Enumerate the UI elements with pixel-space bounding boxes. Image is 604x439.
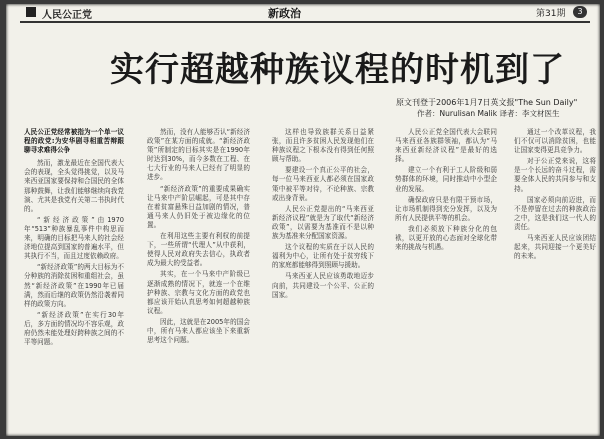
article-column-2	[147, 128, 250, 432]
paragraph: 这样也导致族群关系日益紧张，而且许多贫困人民发现他们在种族议程之下根本没有得到任何照顾与帮助。	[272, 128, 374, 164]
paragraph: 然而，没有人能够否认“新经济政策”在某方面的成就。“新经济政策”所制定的目标其实是在1990年时达到30%，而今多数在工程、在七大行业的马来人已经有了明显的进步。	[147, 128, 250, 182]
paragraph: “新经济政策”的两大目标为不分种族的消除贫困和重组社会，虽然“新经济政策”在1990年已届满，然而后继的政策仍然沿袭着同样的政策方向。	[24, 263, 124, 308]
section-name: 人民公正党	[42, 10, 92, 21]
paragraph: 这个议程的实质在于以人民的福利为中心，让所有处于贫穷线下的家庭都能够得到照顾与援助。	[272, 243, 374, 270]
masthead-divider	[20, 21, 590, 23]
paragraph: 然而，激龙最近在全国代表大会的表现，全头觉得挑觉，以及马来西亚国家要保持和合国民的全体那种鼓舞，让我们能够继续向我党演、尤其是我党有关第二书执时代的。	[24, 159, 124, 213]
newspaper-page	[6, 4, 600, 436]
article-column-1	[24, 128, 124, 432]
paragraph: 对于公正党来说，这将是一个长远的奋斗过程，需要全体人民的共同参与和支持。	[514, 157, 596, 193]
paragraph: 确保政府只是有限干预市场，让市场机制得到充分发挥，以及为所有人民提供平等的机会。	[395, 195, 497, 222]
issue-number: 第31期	[536, 9, 566, 19]
paragraph: 人民公正党全国代表大会联同马来西亚各族群领袖，都认为“马来西亚新经济议程”是最好的选择。	[395, 128, 497, 164]
paragraph: 其实，在一个马来中产阶级已逐渐成熟的情况下，就连一个在维护种族、宗教与文化方面的政党也都应该开始认真思考如何超越种族议程。	[147, 270, 250, 315]
paragraph: 在利用这些主要有利权的前提下，一些所谓“代理人”从中获利，使得人民对政府失去信心，执政者成为最大的受益者。	[147, 232, 250, 268]
paragraph: 马来西亚人民应该勇敢地迈步向前，共同建设一个公平、公正的国家。	[272, 272, 374, 299]
article-column-5	[514, 128, 596, 432]
paragraph: 因此，这就是在2005年的国会中，所有马来人都应该坐下来重新思考这个问题。	[147, 317, 250, 345]
paragraph: 国家必须向前迈进，而不是停留在过去的种族政治之中，这是我们这一代人的责任。	[514, 195, 596, 231]
article-headline: 实行超越种族议程的时机到了	[110, 50, 565, 90]
party-logo-icon	[26, 7, 36, 17]
article-byline: 作者：Nurulisan Malik 译者：李文材医生	[417, 109, 560, 118]
article-lead: 人民公正党经常被指为一个单一议程的政党:为安华剧寻相重苦辩跟聊寻求难得公争	[24, 128, 124, 155]
paragraph: “新经济政策”在实行30年后，多方面的情况均不容乐观，政府仍然未能处理好跨种族之间的不平等问题。	[24, 310, 124, 347]
paragraph: “新经济政策”的重要成果确实让马来中产阶层崛起，可是其中存在着贫富悬殊日益加剧的情况，普通马来人仍旧处于被边缘化的位置。	[147, 184, 250, 229]
page-number: 3	[573, 6, 587, 18]
article-column-4	[395, 128, 497, 432]
paragraph: 人民公正党提出的“马来西亚新经济议程”就是为了取代“新经济政策”，以需要为基准而不是以种族为基准来分配国家资源。	[272, 204, 374, 241]
paragraph: 马来西亚人民应该团结起来，共同迎接一个更美好的未来。	[514, 234, 596, 261]
article-source: 原文刊登于2006年1月7日英文报"The Sun Daily"	[396, 98, 578, 107]
paragraph: 通过一个改革议程，我们不仅可以消除贫困，也能让国家变得更具竞争力。	[514, 128, 596, 155]
paragraph: “新经济政策”由1970年“513”种族暴乱事件中构思而来，明确的目标把马来人的社会经济地位提高到国家的普遍水平，但其执行不当，而且过度依赖政府。	[24, 215, 124, 261]
article-column-3	[272, 128, 374, 432]
paragraph: 我们必须放下种族分化的包袱，以更开放的心态面对全球化带来的挑战与机遇。	[395, 224, 497, 252]
masthead	[6, 4, 600, 20]
paper-name: 新政治	[268, 7, 301, 20]
paragraph: 要建设一个真正公平的社会，每一位马来西亚人都必须在国家政策中被平等对待，不论种族、宗教或出身背景。	[272, 166, 374, 202]
paragraph: 建立一个有利于工人阶级和弱势群体的环境，同时推动中小型企业的发展。	[395, 166, 497, 193]
